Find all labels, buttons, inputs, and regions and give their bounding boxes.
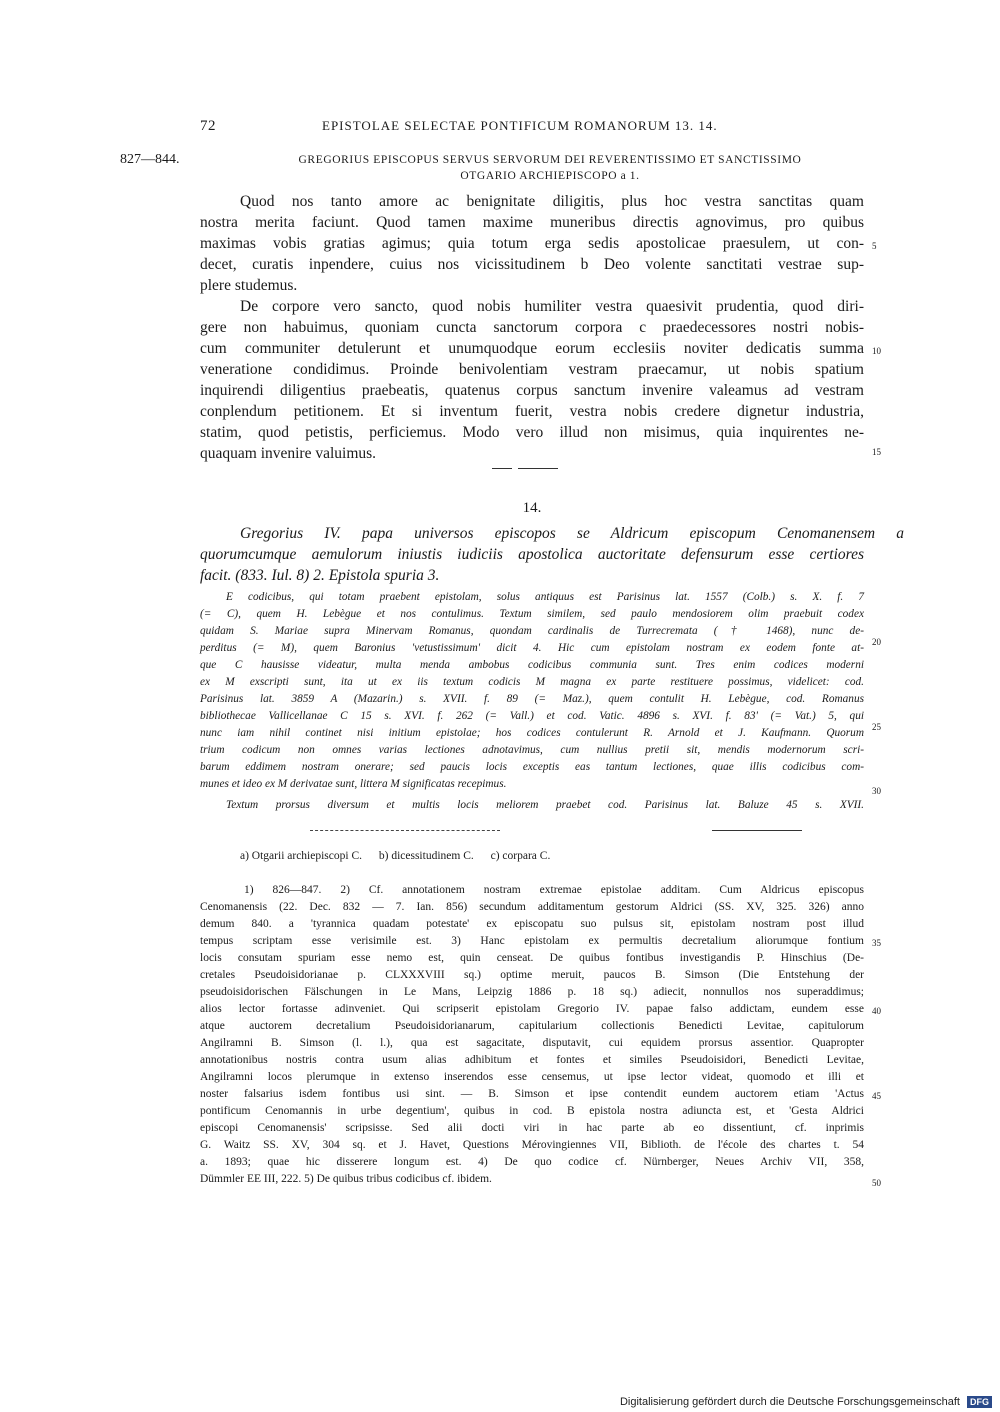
note-line: a. 1893; quae hic disserere longum est. 4) De quo codice cf. Nürnberger, Neues Archiv VII, 358,: [200, 1156, 864, 1168]
line-number: 10: [872, 346, 881, 356]
variant-reading: a) Otgarii archiepiscopi C.: [240, 850, 362, 862]
line-number: 45: [872, 1091, 881, 1101]
text-line: quaquam invenire valuimus.: [200, 445, 377, 462]
note-line: noster falsarius isdem fontibus usi sint. — B. Simson et ipse contendit eundem auctorem etiam 'Actus: [200, 1088, 864, 1100]
source-line: nunc iam nihil continet nisi initium epistolae; hos codices contulerunt R. Arnold et J. Kaufmann. Quorum: [200, 727, 864, 739]
source-line: E codicibus, qui totam praebent epistolam, solus antiquus est Parisinus lat. 1557 (Colb.) s. X. f. 7: [226, 591, 864, 603]
source-line: munes et ideo ex M derivatae sunt, littera M significatas recepimus.: [200, 778, 507, 790]
funding-text: Digitalisierung gefördert durch die Deutsche Forschungsgemeinschaft: [619, 1396, 960, 1408]
divider: [518, 468, 558, 469]
divider: [492, 468, 512, 469]
variant-reading: b) dicessitudinem C.: [378, 850, 474, 862]
note-line: alios lector fortasse adinveniet. Qui scripserit epistolam Gregorio IV. papae falso addictam, eundem esse: [200, 1003, 864, 1015]
source-line: barum eddimem nostram onerare; sed paucis locis exceptis eas tantum lectiones, quae illis codicibus com-: [200, 761, 864, 773]
source-line: ex M exscripti sunt, ita ut ex iis textum codicis M magna ex parte restituere possimus, videlicet: cod.: [200, 676, 864, 688]
note-line: demum 840. a 'tyrannica quadam potestate' ex episcopatu suo pulsus sit, epistolam nostram post illud: [200, 918, 864, 930]
rubric-line: Gregorius IV. papa universos episcopos se Aldricum episcopum Cenomanensem a: [240, 525, 904, 542]
note-line: annotationibus nostris contra usum alias adhibitum et fontes et similes Pseudoisidori, Benedicti Levitae,: [200, 1054, 864, 1066]
source-line: quidam S. Mariae supra Minervam Romanus, quondam cardinalis de Turrecremata († 1468), nunc de-: [200, 625, 864, 637]
source-line: perditus (= M), quem Baronius 'vetustissimum' dicit 4. Hic cum epistolam nostram ex eodem fonte at-: [200, 642, 864, 654]
note-line: tempus scriptam esse verisimile est. 3) Hanc epistolam ex permultis decretalium aliorumque fontium: [200, 935, 864, 947]
source-line: que C hausisse videatur, multa menda ambobus codicibus communia sunt. Tres enim codices moderni: [200, 659, 864, 671]
note-line: Cenomanensis (22. Dec. 832 — 7. Ian. 856) secundum additamentum gestorum Aldrici (SS. XV, 325. 326) anno: [200, 901, 864, 913]
line-number: 5: [872, 241, 877, 251]
note-line: pontificum Cenomannis in urbe degentium', quibus in cod. B epistola nostra adiuncta est, et 'Gesta Aldrici: [200, 1105, 864, 1117]
line-number: 25: [872, 722, 881, 732]
note-line: G. Waitz SS. XV, 304 sq. et J. Havet, Questions Mérovingiennes VII, Biblioth. de l'école des chartes t. 54: [200, 1139, 864, 1151]
text-line: plere studemus.: [200, 277, 298, 294]
letter-address: [240, 152, 860, 184]
note-line: Angilramni locos plerumque in extenso inserendos esse censemus, ut ipse lector videat, quomodo et illi et: [200, 1071, 864, 1083]
note-line: cretales Pseudoisidorianae p. CLXXXVIII sq.) optime meruit, paucos B. Simson (Die Entstehung der: [200, 969, 864, 981]
letter-date: 827—844.: [120, 152, 180, 167]
line-number: 40: [872, 1006, 881, 1016]
note-line: atque auctorem decretalium Pseudoisidorianarum, capitularium collectionis Benedicti Levitae, capitulorum: [200, 1020, 864, 1032]
note-line: locis consutam spuriam esse nemo est, quin censeat. De quibus fontibus investigandis P. Hinschius (De-: [200, 952, 864, 964]
rubric-line: quorumcumque aemulorum iniustis iudiciis apostolica auctoritate defensurum esse certiores: [200, 546, 864, 563]
letter-number: 14.: [522, 500, 542, 516]
address-line: OTGARIO ARCHIEPISCOPO a 1.: [460, 170, 640, 182]
source-line: bibliothecae Vallicellanae C 15 s. XVI. f. 262 (= Vall.) et cod. Vatic. 4896 s. XVI. f. 83' (= Vat.) 5, qui: [200, 710, 864, 722]
address-line: GREGORIUS EPISCOPUS SERVUS SERVORUM DEI REVERENTISSIMO ET SANCTISSIMO: [298, 154, 802, 166]
variant-readings: [240, 850, 564, 862]
line-number: 20: [872, 637, 881, 647]
divider: [712, 830, 802, 831]
rubric-line: facit. (833. Iul. 8) 2. Epistola spuria 3.: [200, 567, 440, 584]
text-line: nostra merita faciunt. Quod tamen maxime muneribus directis agnovimus, pro quibus: [200, 214, 864, 231]
dfg-logo: DFG: [967, 1396, 992, 1408]
line-number: 50: [872, 1178, 881, 1188]
funding-footer: [620, 1396, 992, 1408]
line-number: 35: [872, 938, 881, 948]
source-line: (= C), quem H. Lebègue et nos contulimus. Textum similem, sed paulo mendosiorem olim praebuit codex: [200, 608, 864, 620]
variant-reading: c) corpara C.: [490, 850, 551, 862]
text-line: Quod nos tanto amore ac benignitate diligitis, plus hoc vestra sanctitas quam: [240, 193, 864, 210]
text-line: gere non habuimus, quoniam cuncta sanctorum corpora c praedecessores nostri nobis-: [200, 319, 864, 336]
note-line: pseudoisidorischen Fälschungen in Le Mans, Leipzig 1886 p. 18 sq.) adiecit, nonnullos nos superaddimus;: [200, 986, 864, 998]
text-line: cum communiter detulerunt et unumquodque eorum ecclesiis noviter dedicatis summa: [200, 340, 864, 357]
text-line: statim, quod petistis, perficiemus. Modo vero illud non misimus, quia inquirentes ne-: [200, 424, 864, 441]
text-line: conplendum petitionem. Et si inventum fuerit, vestra nobis credere dignetur industria,: [200, 403, 864, 420]
running-title: EPISTOLAE SELECTAE PONTIFICUM ROMANORUM 13. 14.: [322, 118, 718, 133]
line-number: 30: [872, 786, 881, 796]
note-line: Angilramni B. Simson (l. l.), qua est sagacitate, disputavit, cui equidem prorsus assentior. Quapropter: [200, 1037, 864, 1049]
text-line: veneratione condidimus. Proinde benivolentiam vestram praecamur, ut nobis spatium: [200, 361, 864, 378]
line-number: 15: [872, 447, 881, 457]
page-number: 72: [200, 118, 216, 134]
text-line: maximas vobis gratias agimus; quia totum erga sedis apostolicae praesulem, ut con-: [200, 235, 864, 252]
source-line: Parisinus lat. 3859 A (Mazarin.) s. XVII. f. 89 (= Maz.), quem contulit H. Lebègue, cod. Romanus: [200, 693, 864, 705]
source-line: trium codicum non omnes varias lectiones adnotavimus, cum nullius pretii sit, mendis modernorum scri-: [200, 744, 864, 756]
text-line: De corpore vero sancto, quod nobis humiliter vestra quaesivit prudentia, quod diri-: [240, 298, 864, 315]
source-line: Textum prorsus diversum et multis locis meliorem praebet cod. Parisinus lat. Baluze 45 s. XVII.: [226, 799, 864, 811]
text-line: decet, curatis inpendere, cuius nos vicissitudinem b Deo volente sanctitati vestrae sup-: [200, 256, 864, 273]
note-line: episcopi Cenomanensis' scripsisse. Sed alii docti viri in hac parte ab eo dissentiunt, cf. inprimis: [200, 1122, 864, 1134]
note-line: Dümmler EE III, 222. 5) De quibus tribus codicibus cf. ibidem.: [200, 1173, 492, 1185]
note-line: 1) 826—847. 2) Cf. annotationem nostram extremae epistolae additam. Cum Aldricus episcopus: [244, 884, 864, 896]
text-line: inquirendi diligentius praebeatis, quatenus corpus sanctum invenire valeamus ad vestram: [200, 382, 864, 399]
divider: [310, 830, 500, 832]
